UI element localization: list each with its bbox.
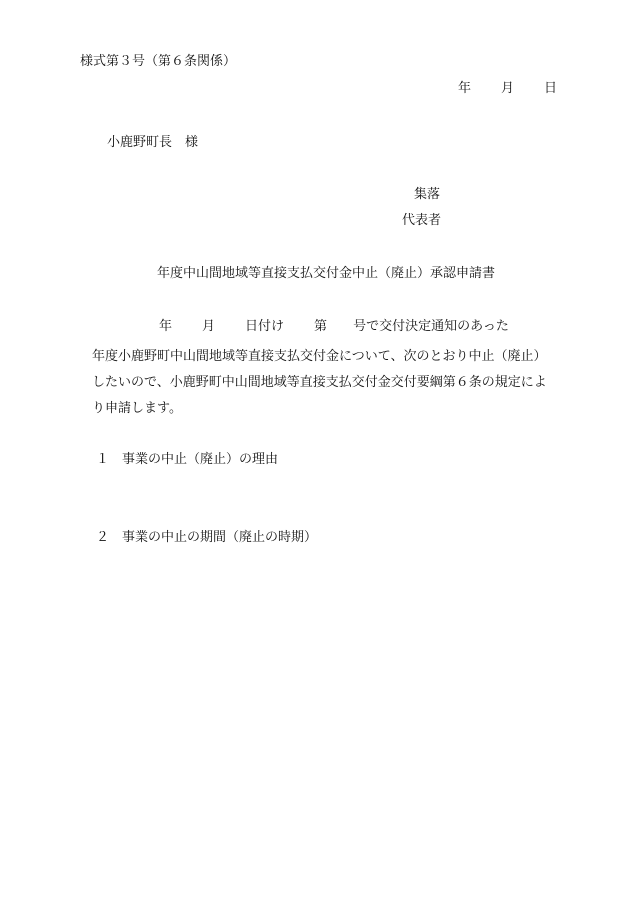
- date-line: [458, 80, 557, 98]
- document-title: 年度中山間地域等直接支払交付金中止（廃止）承認申請書: [157, 266, 496, 281]
- village-label: 集落: [414, 187, 441, 202]
- representative-label: 代表者: [402, 213, 442, 228]
- item-label: 事業の中止（廃止）の理由: [122, 452, 279, 467]
- item-number: ２: [96, 530, 110, 545]
- form-number: 様式第３号（第６条関係）: [80, 54, 237, 69]
- body-first-line: [159, 318, 509, 336]
- date-year-label: 年: [457, 81, 471, 96]
- date-month-label: 月: [500, 81, 514, 96]
- body-year-label: 年: [159, 319, 173, 334]
- item-label: 事業の中止の期間（廃止の時期）: [122, 530, 318, 545]
- body-paragraph: 年度小鹿野町中山間地域等直接支払交付金について、次のとおり中止（廃止）したいので、小鹿野町中山間地域等直接支払交付金交付要綱第６条の規定により申請します。: [92, 349, 547, 416]
- body-month-label: 月: [202, 319, 216, 334]
- item-cancellation-reason: [96, 451, 278, 469]
- body-number-suffix: 号で交付決定通知のあった: [353, 319, 509, 334]
- date-day-label: 日: [543, 81, 557, 96]
- item-cancellation-period: [96, 529, 317, 547]
- body-number-prefix: 第: [314, 319, 328, 334]
- item-number: １: [96, 452, 110, 467]
- body-dated-label: 日付け: [245, 319, 285, 334]
- addressee: 小鹿野町長 様: [107, 135, 199, 150]
